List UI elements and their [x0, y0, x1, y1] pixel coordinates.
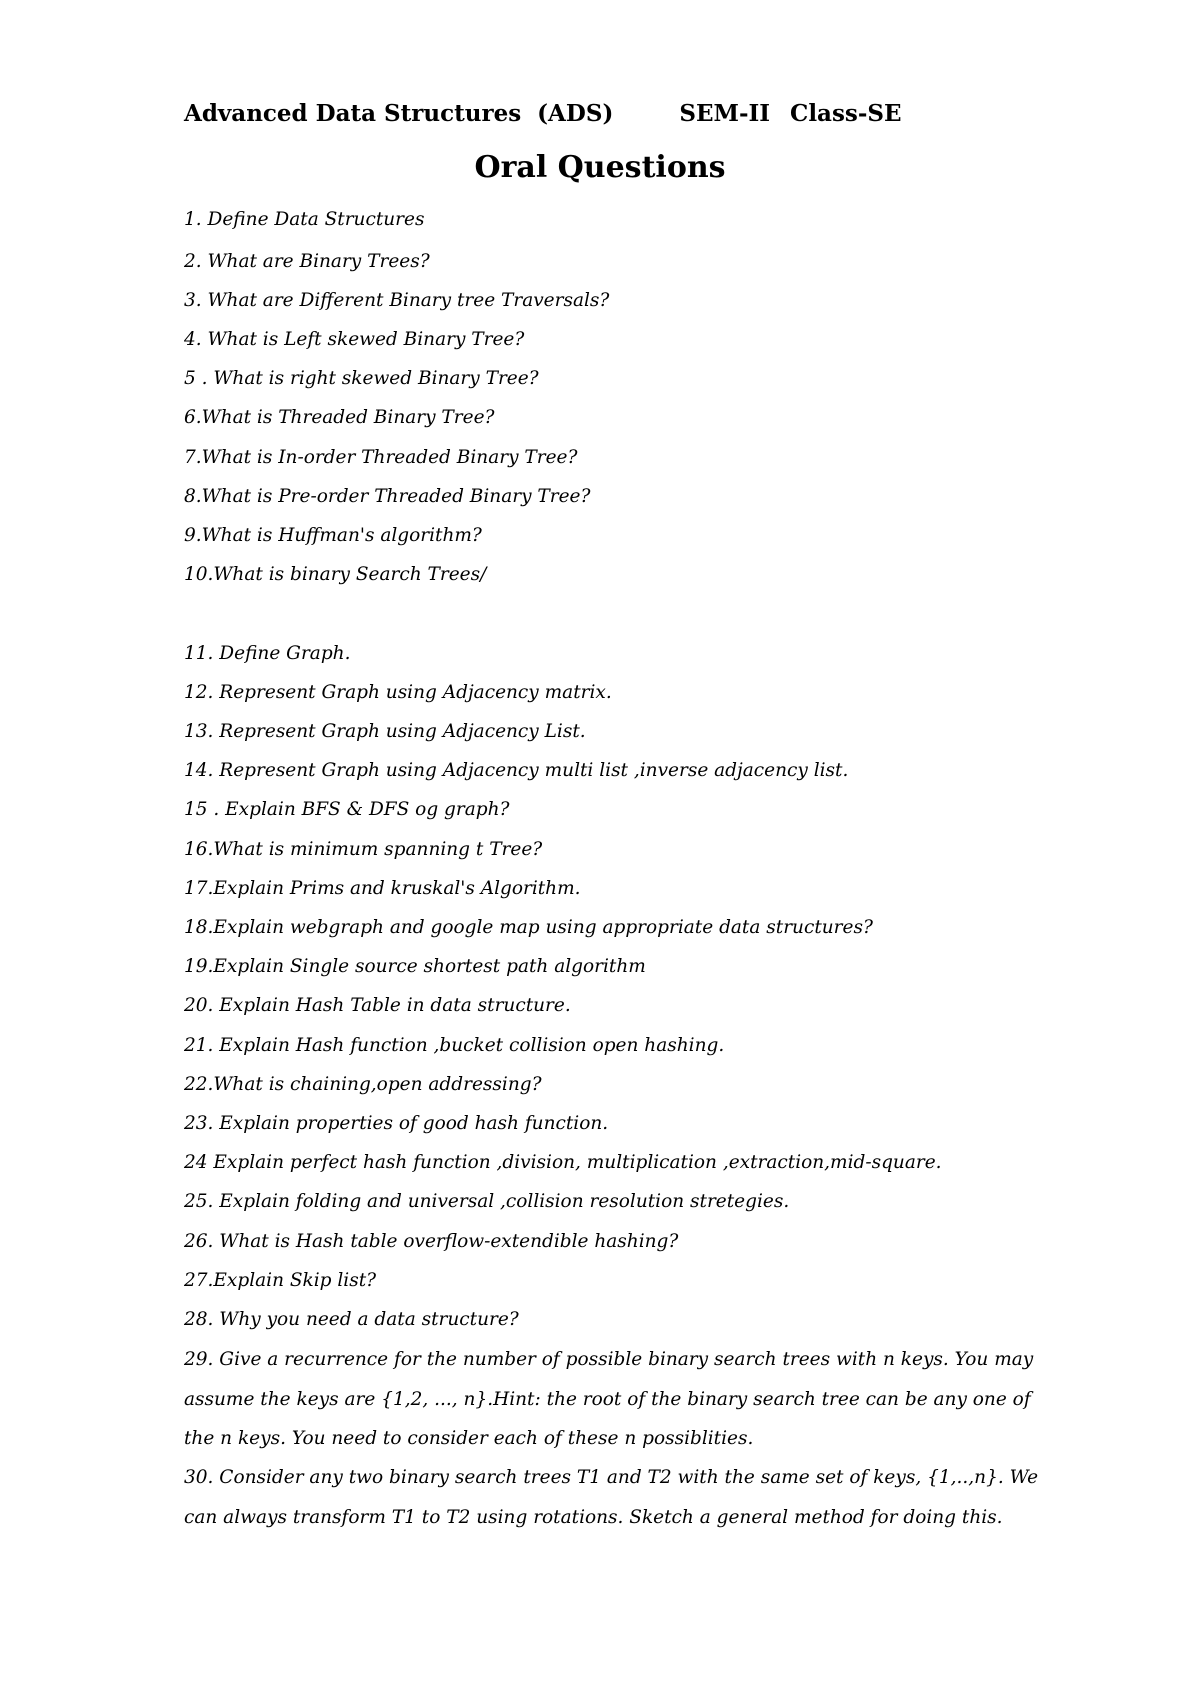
question-item: 14. Represent Graph using Adjacency multi list ,inverse adjacency list.: [184, 760, 849, 781]
page-title: Oral Questions: [474, 150, 726, 185]
question-item: 11. Define Graph.: [184, 643, 351, 664]
question-item: 17.Explain Prims and kruskal's Algorithm.: [184, 878, 581, 899]
question-item: 20. Explain Hash Table in data structure.: [184, 995, 571, 1016]
question-item: 22.What is chaining,open addressing?: [184, 1074, 542, 1095]
question-item: 21. Explain Hash function ,bucket collision open hashing.: [184, 1035, 725, 1056]
course-header: [184, 100, 902, 127]
course-class: Class-SE: [790, 100, 902, 127]
question-item: 26. What is Hash table overflow-extendible hashing?: [184, 1231, 679, 1252]
question-item: 7.What is In-order Threaded Binary Tree?: [184, 447, 578, 468]
question-item: 30. Consider any two binary search trees T1 and T2 with the same set of keys, {1,..,n}. We can always transform T1 to T2 using rotations. Sketch a general method for doing this.: [184, 1467, 1039, 1528]
question-item: 8.What is Pre-order Threaded Binary Tree?: [184, 486, 591, 507]
question-item: 10.What is binary Search Trees/: [184, 564, 487, 585]
question-item: 24 Explain perfect hash function ,division, multiplication ,extraction,mid-square.: [184, 1152, 942, 1173]
question-item: 12. Represent Graph using Adjacency matrix.: [184, 682, 612, 703]
question-item: 27.Explain Skip list?: [184, 1270, 377, 1291]
question-item: 5 . What is right skewed Binary Tree?: [184, 368, 539, 389]
question-item: 29. Give a recurrence for the number of possible binary search trees with n keys. You may assume the keys are {1,2, ..., n}.Hint: the root of the binary search tree can be any one of the n keys. You need to consider each of these n possiblities.: [184, 1349, 1034, 1449]
question-item: 9.What is Huffman's algorithm?: [184, 525, 482, 546]
course-subject: Advanced Data Structures (ADS): [184, 100, 614, 127]
question-item: 15 . Explain BFS & DFS og graph?: [184, 799, 510, 820]
question-item: 6.What is Threaded Binary Tree?: [184, 407, 495, 428]
question-item: 23. Explain properties of good hash function.: [184, 1113, 609, 1134]
question-item: 28. Why you need a data structure?: [184, 1309, 519, 1330]
question-item: 25. Explain folding and universal ,collision resolution stretegies.: [184, 1191, 790, 1212]
question-item: 1. Define Data Structures: [184, 209, 425, 230]
question-item: 3. What are Different Binary tree Traversals?: [184, 290, 610, 311]
question-item: 2. What are Binary Trees?: [184, 251, 430, 272]
question-item: 16.What is minimum spanning t Tree?: [184, 839, 543, 860]
question-item: 13. Represent Graph using Adjacency List.: [184, 721, 586, 742]
question-item: 18.Explain webgraph and google map using appropriate data structures?: [184, 917, 873, 938]
course-semester: SEM-II: [679, 100, 771, 127]
question-item: 19.Explain Single source shortest path algorithm: [184, 956, 646, 977]
question-item: 4. What is Left skewed Binary Tree?: [184, 329, 525, 350]
